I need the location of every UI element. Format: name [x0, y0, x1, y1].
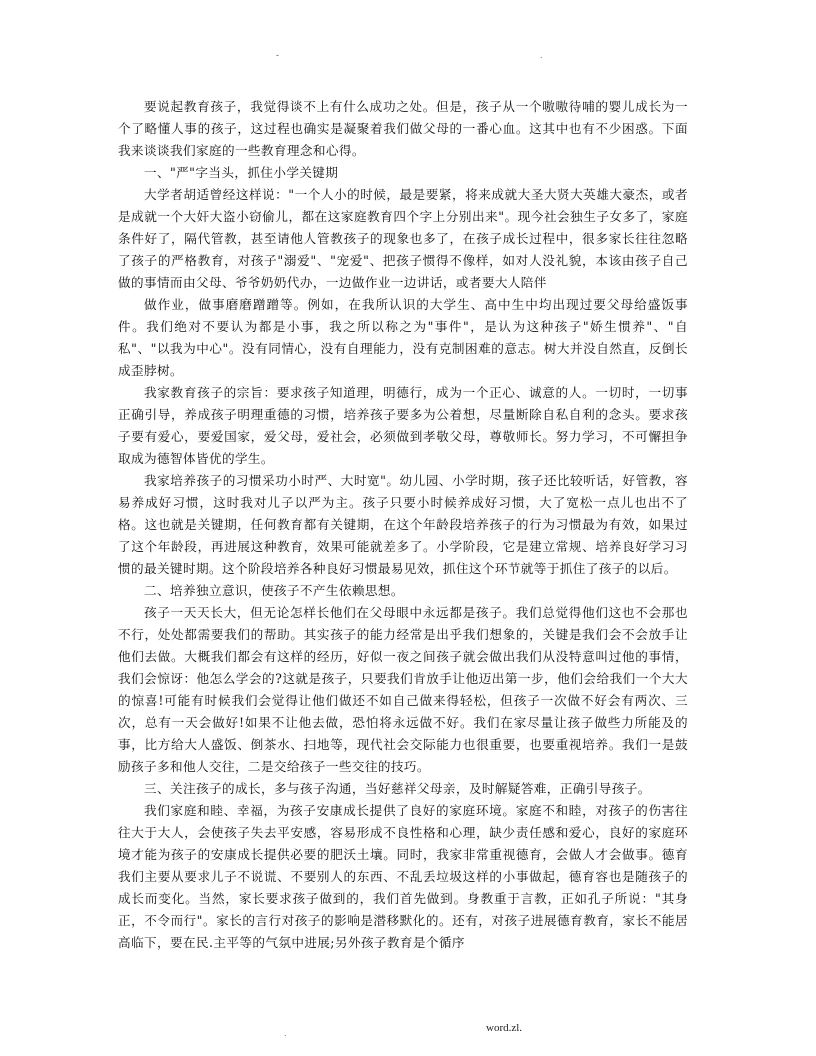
footer-text: word.zl.	[486, 1022, 523, 1034]
paragraph-hu-shi-quote: 大学者胡适曾经这样说："一个人小的时候，最是要紧，将来成就大圣大贤大英雄大豪杰，或者是成就一个大奸大盗小窃偷儿，都在这家庭教育四个字上分别出来"。现今社会独生子女多了，家庭条件好了，隔代管教，甚至请他人管教孩子的现象也多了，在孩子成长过程中，很多家长往往忽略了孩子的严格教育，对孩子"溺爱"、"宠爱"、把孩子惯得不像样，如对人没礼貌，本该由孩子自己做的事情而由父母、爷爷奶奶代办，一边做作业一边讲话，或者要大人陪伴	[118, 187, 688, 290]
paragraph-intro: 要说起教育孩子，我觉得谈不上有什么成功之处。但是，孩子从一个嗷嗷待哺的婴儿成长为一个了略懂人事的孩子，这过程也确实是凝聚着我们做父母的一番心血。这其中也有不少困惑。下面我来谈谈我们家庭的一些教育理念和心得。	[118, 99, 688, 158]
section-heading-3: 三、关注孩子的成长，多与孩子沟通，当好慈祥父母亲，及时解疑答难，正确引导孩子。	[144, 781, 651, 796]
header-mark-left: -	[276, 50, 279, 60]
header-mark-right: .	[540, 50, 543, 60]
paragraph-education-purpose: 我家教育孩子的宗旨：要求孩子知道理，明德行，成为一个正心、诚意的人。一切时，一切事正确引导，养成孩子明理重德的习惯，培养孩子要多为公着想，尽量断除自私自利的念头。要求孩子要有爱心，要爱国家，爱父母，爱社会，必须做到孝敬父母，尊敬师长。努力学习，不可懈担争取成为德智体皆优的学生。	[118, 385, 688, 466]
paragraph-family-environment: 我们家庭和睦、幸福，为孩子安康成长提供了良好的家庭环境。家庭不和睦，对孩子的伤害往往大于大人，会使孩子失去平安感，容易形成不良性格和心理，缺少责任感和爱心，良好的家庭环境才能为孩子的安康成长提供必要的肥沃土壤。同时，我家非常重视德育，会做人才会做事。德育我们主要从要求儿子不说谎、不要别人的东西、不乱丢垃圾这样的小事做起，德育容也是随孩子的成长而变化。当然，家长要求孩子做到的，我们首先做到。身教重于言教，正如孔子所说："其身正，不令而行"。家长的言行对孩子的影响是潜移默化的。还有，对孩子进展德育教育，家长不能居高临下，要在民.主平等的气氛中进展;另外孩子教育是个循序	[118, 803, 688, 950]
section-heading-2: 二、培养独立意识，使孩子不产生依赖思想。	[144, 583, 404, 598]
paragraph-habit-training: 我家培养孩子的习惯采功小时严、大时宽"。幼儿园、小学时期，孩子还比较听话，好管教，容易养成好习惯，这时我对儿子以严为主。孩子只要小时候养成好习惯，大了宽松一点儿也出不了格。这也就是关键期，任何教育都有关键期，在这个年龄段培养孩子的行为习惯最为有效，如果过了这个年龄段，再进展这种教育，效果可能就差多了。小学阶段，它是建立常规、培养良好学习习惯的最关键时期。这个阶段培养各种良好习惯最易见效，抓住这个环节就等于抓住了孩子的以后。	[118, 473, 688, 576]
document-body	[118, 96, 688, 954]
footer-mark: .	[284, 1028, 287, 1038]
section-heading-1: 一、"严"字当头，抓住小学关键期	[144, 165, 339, 180]
paragraph-homework-example: 做作业，做事磨磨蹭蹭等。例如，在我所认识的大学生、高中生中均出现过要父母给盛饭事件。我们绝对不要认为都是小事，我之所以称之为"事件"，是认为这种孩子"娇生惯养"、"自私"、"以我为中心"。没有同情心，没有自理能力，没有克制困难的意志。树大并没自然直，反倒长成歪脖树。	[118, 297, 688, 378]
paragraph-independence: 孩子一天天长大，但无论怎样长他们在父母眼中永远都是孩子。我们总觉得他们这也不会那也不行，处处都需要我们的帮助。其实孩子的能力经常是出乎我们想象的，关键是我们会不会放手让他们去做。大概我们都会有这样的经历，好似一夜之间孩子就会做出我们从没特意叫过他的事情，我们会惊讶：他怎么学会的?这就是孩子，只要我们肯放手让他迈出第一步，他们会给我们一个大大的惊喜!可能有时候我们会觉得让他们做还不如自己做来得轻松，但孩子一次做不好会有两次、三次，总有一天会做好!如果不让他去做，恐怕将永远做不好。我们在家尽量让孩子做些力所能及的事，比方给大人盛饭、倒茶水、扫地等，现代社会交际能力也很重要，也要重视培养。我们一是鼓励孩子多和他人交往，二是交给孩子一些交往的技巧。	[118, 605, 688, 774]
